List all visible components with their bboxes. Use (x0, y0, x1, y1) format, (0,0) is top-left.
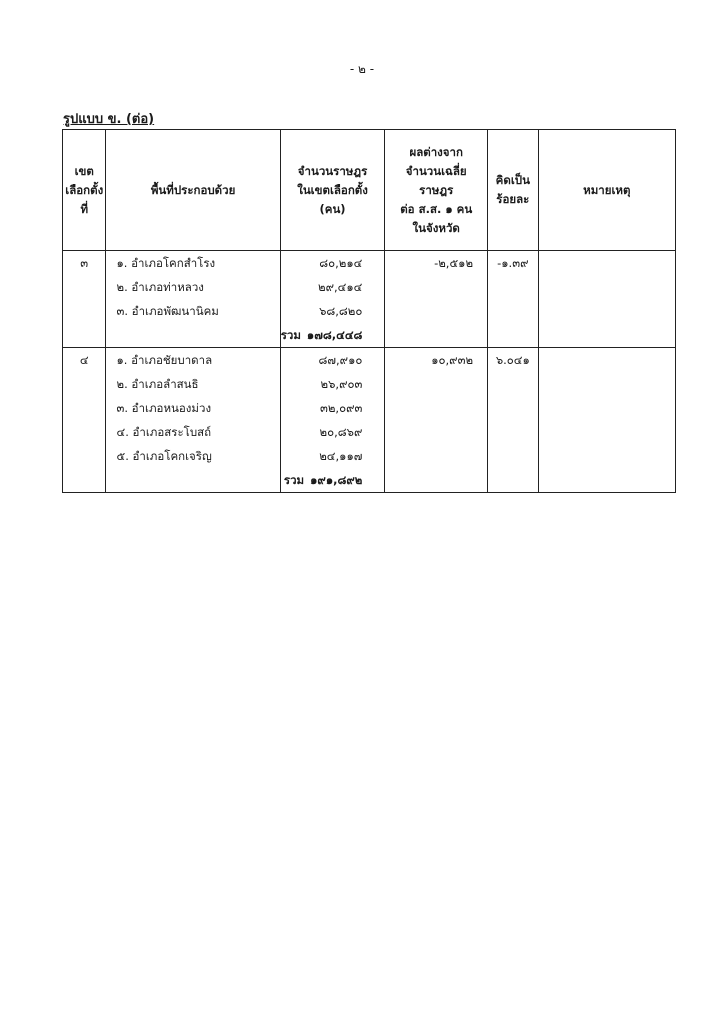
percent-value: -๑.๓๙ (497, 256, 529, 270)
header-line: หมายเหตุ (583, 182, 631, 197)
population-total (281, 323, 385, 347)
header-line: ต่อ ส.ส. ๑ คน (400, 201, 473, 216)
area-item: ๑. อำเภอชัยบาดาล (116, 353, 213, 367)
header-difference (385, 130, 488, 251)
population-value: ๖๘,๘๒๐ (319, 304, 363, 318)
district-cell (63, 348, 106, 493)
total-value: ๑๗๘,๔๔๘ (306, 328, 363, 342)
header-line: ในเขตเลือกตั้ง (297, 182, 368, 197)
population-total (281, 468, 385, 492)
table-row (63, 348, 676, 493)
header-row (63, 130, 676, 251)
form-title: รูปแบบ ข. (ต่อ) (63, 112, 155, 127)
population-cell (280, 348, 385, 493)
population-value: ๓๒,๐๙๓ (319, 401, 363, 415)
population-value: ๒๐,๘๖๙ (319, 425, 363, 439)
header-line: ร้อยละ (496, 192, 530, 206)
population-value: ๒๙,๔๑๔ (318, 280, 363, 294)
population-value: ๘๗,๙๑๐ (318, 353, 363, 367)
population-value: ๒๖,๙๐๓ (320, 377, 363, 391)
area-item: ๔. อำเภอสระโบสถ์ (116, 425, 212, 439)
area-cell (106, 251, 280, 348)
header-line: เลือกตั้ง (65, 182, 104, 197)
percent-value: ๖.๐๔๑ (495, 353, 530, 367)
total-value: ๑๙๑,๘๙๒ (310, 473, 363, 487)
total-label: รวม (283, 473, 305, 487)
population-value: ๒๔,๑๑๗ (319, 449, 363, 463)
area-item: ๓. อำเภอพัฒนานิคม (116, 304, 219, 318)
header-area (106, 130, 280, 251)
table-row (63, 251, 676, 348)
difference-value: -๒,๕๑๒ (434, 256, 474, 270)
area-spacer (106, 323, 279, 347)
note-value (539, 251, 675, 275)
header-district (63, 130, 106, 251)
note-value (539, 348, 675, 372)
header-line: (คน) (319, 201, 346, 216)
district-table (62, 129, 676, 493)
area-item: ๓. อำเภอหนองม่วง (116, 401, 212, 415)
population-value: ๘๐,๒๑๔ (319, 256, 363, 270)
page-number: - ๒ - (349, 62, 375, 76)
area-item: ๑. อำเภอโคกสำโรง (116, 256, 216, 270)
area-item: ๒. อำเภอท่าหลวง (116, 280, 204, 294)
difference-cell (385, 251, 488, 348)
header-line: ผลต่างจาก (409, 144, 463, 159)
header-population (280, 130, 385, 251)
header-note (538, 130, 675, 251)
header-percent (488, 130, 539, 251)
header-line: ราษฎร (419, 182, 454, 197)
percent-cell (488, 348, 539, 493)
area-item: ๒. อำเภอลำสนธิ (116, 377, 199, 391)
header-line: ที่ (80, 201, 89, 216)
total-label: รวม (280, 328, 301, 342)
district-number: ๔ (79, 353, 89, 367)
header-line: จำนวนเฉลี่ย (405, 163, 467, 178)
difference-cell (385, 348, 488, 493)
population-cell (280, 251, 385, 348)
header-line: ในจังหวัด (412, 220, 460, 235)
percent-cell (488, 251, 539, 348)
header-line: พื้นที่ประกอบด้วย (150, 182, 236, 197)
difference-value: ๑๐,๙๓๒ (431, 353, 474, 367)
district-cell (63, 251, 106, 348)
note-cell (538, 348, 675, 493)
area-cell (106, 348, 280, 493)
area-item: ๕. อำเภอโคกเจริญ (116, 449, 212, 463)
header-line: จำนวนราษฎร (297, 163, 368, 178)
header-line: เขต (74, 163, 94, 178)
district-number: ๓ (80, 256, 89, 270)
header-line: คิดเป็น (495, 173, 530, 187)
note-cell (538, 251, 675, 348)
area-spacer (106, 468, 279, 492)
